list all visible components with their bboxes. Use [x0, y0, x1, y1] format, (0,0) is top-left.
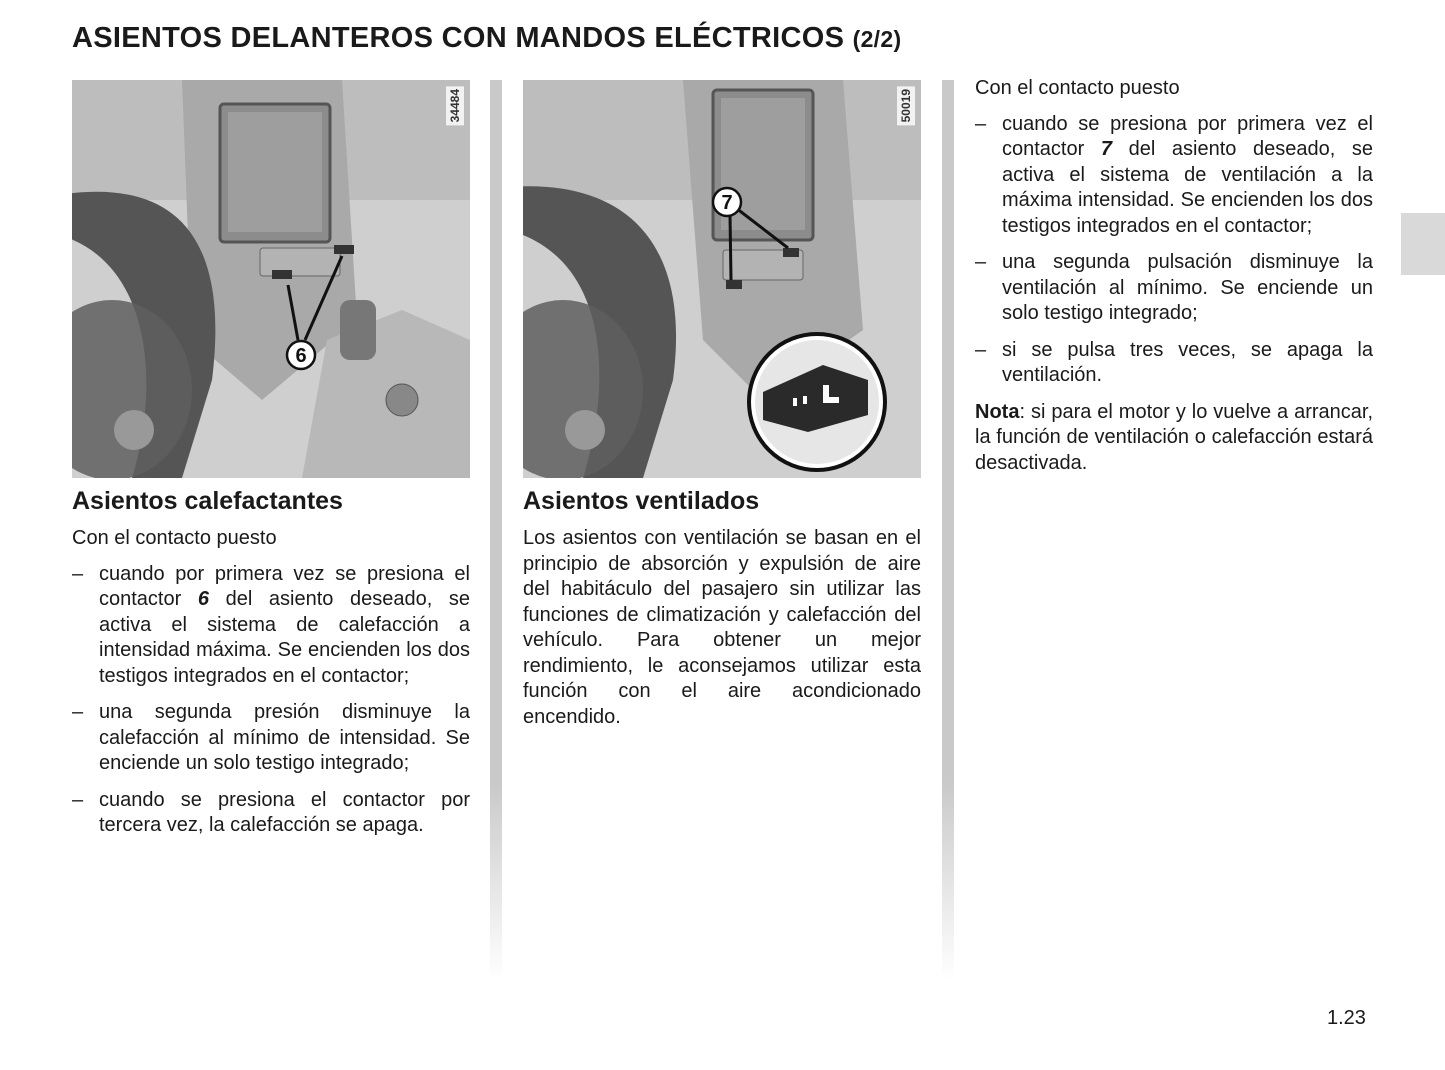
callout-7: 7 — [721, 192, 733, 214]
list-item: – si se pulsa tres veces, se apaga la ventilación. — [975, 338, 1373, 389]
column-ventilated-seats — [523, 80, 921, 740]
column-separator-2 — [942, 80, 954, 980]
heated-intro: Con el contacto puesto — [72, 527, 277, 549]
list-item: – una segunda presión disminuye la calefacción al mínimo de intensidad. Se enciende un solo testigo integrado; — [72, 700, 470, 777]
callout-6: 6 — [295, 345, 307, 367]
page-number: 1.23 — [1327, 1007, 1366, 1029]
figure-code-middle: 50019 — [897, 86, 915, 125]
heading-ventilated-seats: Asientos ventilados — [523, 487, 760, 515]
column-ventilation-steps — [975, 76, 1373, 486]
figure-ventilated-seat-switches — [523, 80, 921, 478]
list-item: – cuando se presiona el contactor por tercera vez, la calefacción se apaga. — [72, 788, 470, 839]
switch-ref-7: 7 — [1100, 138, 1112, 160]
ventilation-intro: Con el contacto puesto — [975, 77, 1180, 99]
note-text: : si para el motor y lo vuelve a arrancar, la función de ventilación o calefacción estará desactivada. — [975, 400, 1373, 474]
note — [975, 400, 1373, 477]
dashboard-illustration-middle — [523, 80, 921, 478]
list-item: – cuando se presiona por primera vez el contactor 7 del asiento deseado, se activa el sistema de ventilación a la máxima intensidad. Se encienden los dos testigos integrados en el contactor; — [975, 112, 1373, 240]
section-tab — [1401, 213, 1445, 275]
heated-steps — [72, 562, 470, 839]
figure-heated-seat-switches — [72, 80, 470, 478]
switch-ref-6: 6 — [197, 588, 209, 610]
ventilated-body: Los asientos con ventilación se basan en el principio de absorción y expulsión de aire del habitáculo del pasajero sin utilizar las funciones de climatización y calefacción del vehículo. Para obtener un mejor rendimiento, le aconsejamos utilizar esta función con el aire acondicionado encendido. — [523, 527, 921, 728]
title-text: ASIENTOS DELANTEROS CON MANDOS ELÉCTRICOS — [72, 22, 845, 54]
note-label: Nota — [975, 400, 1020, 423]
title-part: (2/2) — [852, 26, 902, 52]
column-separator-1 — [490, 80, 502, 980]
figure-code-left: 34484 — [446, 86, 464, 125]
list-item: – cuando por primera vez se presiona el contactor 6 del asiento deseado, se activa el sistema de calefacción a intensidad máxima. Se encienden los dos testigos integrados en el contactor; — [72, 562, 470, 690]
ventilation-steps — [975, 112, 1373, 389]
column-heated-seats — [72, 80, 470, 850]
page-title — [72, 22, 901, 55]
list-item: – una segunda pulsación disminuye la ventilación al mínimo. Se enciende un solo testigo integrado; — [975, 250, 1373, 327]
heading-heated-seats: Asientos calefactantes — [72, 487, 343, 515]
dashboard-illustration-left — [72, 80, 470, 478]
